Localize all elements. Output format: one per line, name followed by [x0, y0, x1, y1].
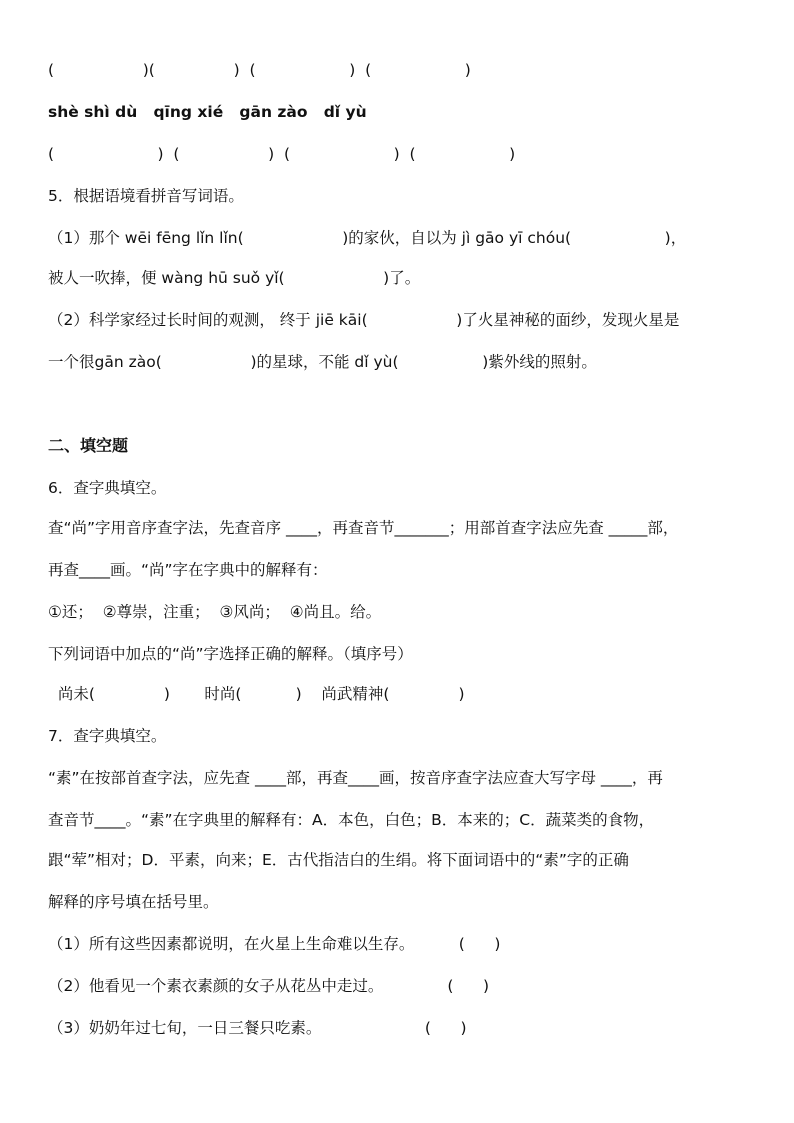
question-7-line-2: 查音节____。“素”在字典里的解释有：A．本色，白色；B．本来的；C．蔬菜类的食物， [48, 811, 655, 829]
question-5-title: 5．根据语境看拼音写词语。 [48, 187, 244, 205]
answer-brackets-row-1[interactable]: ( )( ) ( ) ( ) [48, 61, 471, 79]
question-7-part-2[interactable]: （2）他看见一个素衣素颜的女子从花丛中走过。 ( ) [48, 977, 490, 995]
question-6-line-2: 再查____画。“尚”字在字典中的解释有： [48, 561, 328, 579]
question-7-part-3[interactable]: （3）奶奶年过七旬，一日三餐只吃素。 ( ) [48, 1019, 467, 1037]
section-title-fill-in: 二、填空题 [48, 436, 129, 455]
question-6-definitions: ①还； ②尊崇，注重； ③风尚； ④尚且。给。 [48, 603, 382, 621]
pinyin-prompt-row: shè shì dù qīng xié gān zào dǐ yù [48, 103, 367, 121]
question-5-part-1-line-1: （1）那个 wēi fēng lǐn lǐn( )的家伙，自以为 jì gāo yī chóu( )， [48, 229, 687, 247]
question-5-part-1-line-2: 被人一吹捧，便 wàng hū suǒ yǐ( )了。 [48, 269, 421, 287]
question-5-part-2-line-2: 一个很gān zào( )的星球，不能 dǐ yù( )紫外线的照射。 [48, 353, 597, 371]
question-6-instruction: 下列词语中加点的“尚”字选择正确的解释。（填序号） [48, 645, 413, 663]
question-6-title: 6．查字典填空。 [48, 479, 167, 497]
question-5-part-2-line-1: （2）科学家经过长时间的观测， 终于 jiē kāi( )了火星神秘的面纱，发现火星是 [48, 311, 680, 329]
question-6-line-1: 查“尚”字用音序查字法，先查音序 ____，再查音节_______；用部首查字法应先查 _____部， [48, 519, 679, 537]
answer-brackets-row-2[interactable]: ( ) ( ) ( ) ( ) [48, 145, 516, 163]
question-7-part-1[interactable]: （1）所有这些因素都说明，在火星上生命难以生存。 ( ) [48, 935, 501, 953]
question-6-answers[interactable]: 尚未( ) 时尚( ) 尚武精神( ) [48, 685, 465, 703]
question-7-line-4: 解释的序号填在括号里。 [48, 893, 219, 911]
question-7-line-1: “素”在按部首查字法，应先查 ____部，再查____画，按音序查字法应查大写字母 ____，再 [48, 769, 663, 787]
question-7-title: 7．查字典填空。 [48, 727, 167, 745]
question-7-line-3: 跟“荤”相对；D．平素，向来；E．古代指洁白的生绢。将下面词语中的“素”字的正确 [48, 851, 629, 869]
